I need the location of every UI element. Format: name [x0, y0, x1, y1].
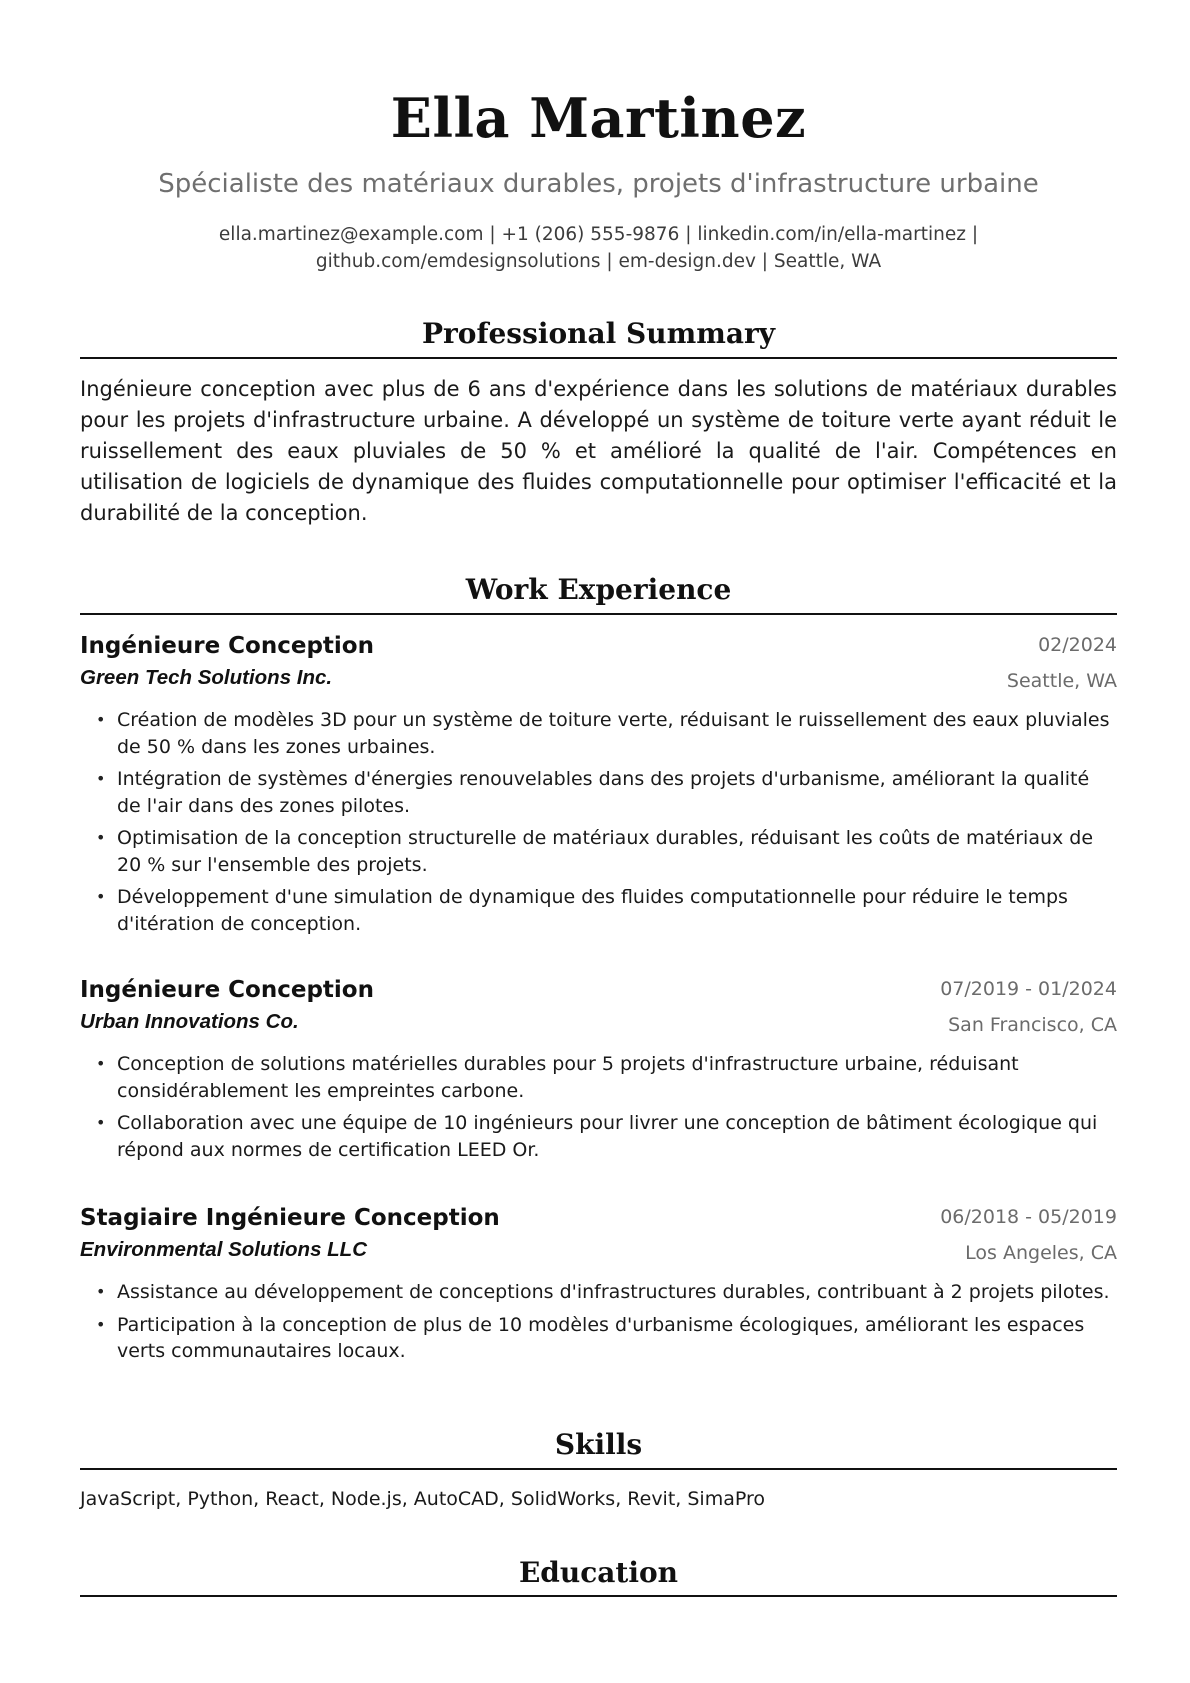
- skills-list: JavaScript, Python, React, Node.js, AutoCAD, SolidWorks, Revit, SimaPro: [80, 1488, 766, 1510]
- bullet-icon: •: [96, 1282, 106, 1301]
- bullet-icon: •: [96, 1113, 106, 1132]
- bullet-text: Conception de solutions matérielles durables pour 5 projets d'infrastructure urbaine, réduisant considérablement les empreintes carbone.: [117, 1053, 1019, 1102]
- job-bullet: [80, 707, 1117, 760]
- job-date: 07/2019 - 01/2024: [940, 978, 1117, 1000]
- education-section-title: Education: [518, 1556, 679, 1589]
- summary-divider: [80, 357, 1117, 359]
- bullet-text: Création de modèles 3D pour un système de toiture verte, réduisant le ruissellement des eaux pluviales de 50 % dans les zones urbaines.: [117, 709, 1110, 758]
- job-title: Stagiaire Ingénieure Conception: [80, 1205, 500, 1231]
- bullet-text: Assistance au développement de conceptions d'infrastructures durables, contribuant à 2 projets pilotes.: [117, 1281, 1110, 1303]
- job-date: 02/2024: [1038, 634, 1117, 656]
- job-location: San Francisco, CA: [948, 1014, 1117, 1036]
- bullet-icon: •: [96, 710, 106, 729]
- bullet-text: Collaboration avec une équipe de 10 ingénieurs pour livrer une conception de bâtiment écologique qui répond aux normes de certification LEED Or.: [117, 1112, 1098, 1161]
- summary-section-title: Professional Summary: [421, 317, 776, 350]
- candidate-name: Ella Martinez: [390, 86, 807, 150]
- job-bullet: [80, 884, 1117, 937]
- education-divider: [80, 1595, 1117, 1597]
- job-bullet: [80, 1051, 1117, 1104]
- job-bullet: [80, 1279, 1117, 1306]
- skills-divider: [80, 1468, 1117, 1470]
- job-bullet: [80, 1110, 1117, 1163]
- job-bullets: [80, 1051, 1117, 1169]
- job-title: Ingénieure Conception: [80, 977, 374, 1003]
- job-bullets: [80, 707, 1117, 943]
- bullet-icon: •: [96, 828, 106, 847]
- contact-line-2: github.com/emdesignsolutions | em-design.dev | Seattle, WA: [315, 251, 882, 272]
- bullet-text: Développement d'une simulation de dynamique des fluides computationnelle pour réduire le temps d'itération de conception.: [117, 886, 1068, 935]
- experience-divider: [80, 613, 1117, 615]
- skills-section-title: Skills: [554, 1428, 643, 1461]
- bullet-text: Participation à la conception de plus de 10 modèles d'urbanisme écologiques, améliorant les espaces verts communautaires locaux.: [117, 1313, 1085, 1362]
- job-bullets: [80, 1279, 1117, 1371]
- bullet-icon: •: [96, 769, 106, 788]
- job-date: 06/2018 - 05/2019: [940, 1206, 1117, 1228]
- experience-section-title: Work Experience: [465, 573, 732, 606]
- contact-info: [80, 221, 1117, 275]
- job-bullet: [80, 766, 1117, 819]
- bullet-icon: •: [96, 1054, 106, 1073]
- bullet-icon: •: [96, 887, 106, 906]
- job-company: Green Tech Solutions Inc.: [80, 666, 333, 689]
- summary-text: Ingénieure conception avec plus de 6 ans d'expérience dans les solutions de matériaux durables pour les projets d'infrastructure urbaine. A développé un système de toiture verte ayant réduit le ruissellement des eaux pluviales de 50 % et amélioré la qualité de l'air. Compétences en utilisation de logiciels de dynamique des fluides computationnelle pour optimiser l'efficacité et la durabilité de la conception.: [80, 377, 1117, 525]
- job-company: Environmental Solutions LLC: [80, 1238, 368, 1261]
- job-company: Urban Innovations Co.: [80, 1010, 299, 1033]
- bullet-icon: •: [96, 1314, 106, 1334]
- job-bullet: [80, 1312, 1117, 1365]
- candidate-headline: Spécialiste des matériaux durables, projets d'infrastructure urbaine: [158, 169, 1039, 199]
- job-bullet: [80, 825, 1117, 878]
- bullet-text: Optimisation de la conception structurelle de matériaux durables, réduisant les coûts de matériaux de 20 % sur l'ensemble des projets.: [117, 827, 1094, 876]
- contact-line-1: ella.martinez@example.com | +1 (206) 555-9876 | linkedin.com/in/ella-martinez |: [218, 224, 979, 245]
- job-title: Ingénieure Conception: [80, 633, 374, 659]
- job-location: Seattle, WA: [1006, 670, 1117, 692]
- bullet-text: Intégration de systèmes d'énergies renouvelables dans des projets d'urbanisme, améliorant la qualité de l'air dans des zones pilotes.: [117, 768, 1090, 817]
- job-location: Los Angeles, CA: [965, 1242, 1117, 1264]
